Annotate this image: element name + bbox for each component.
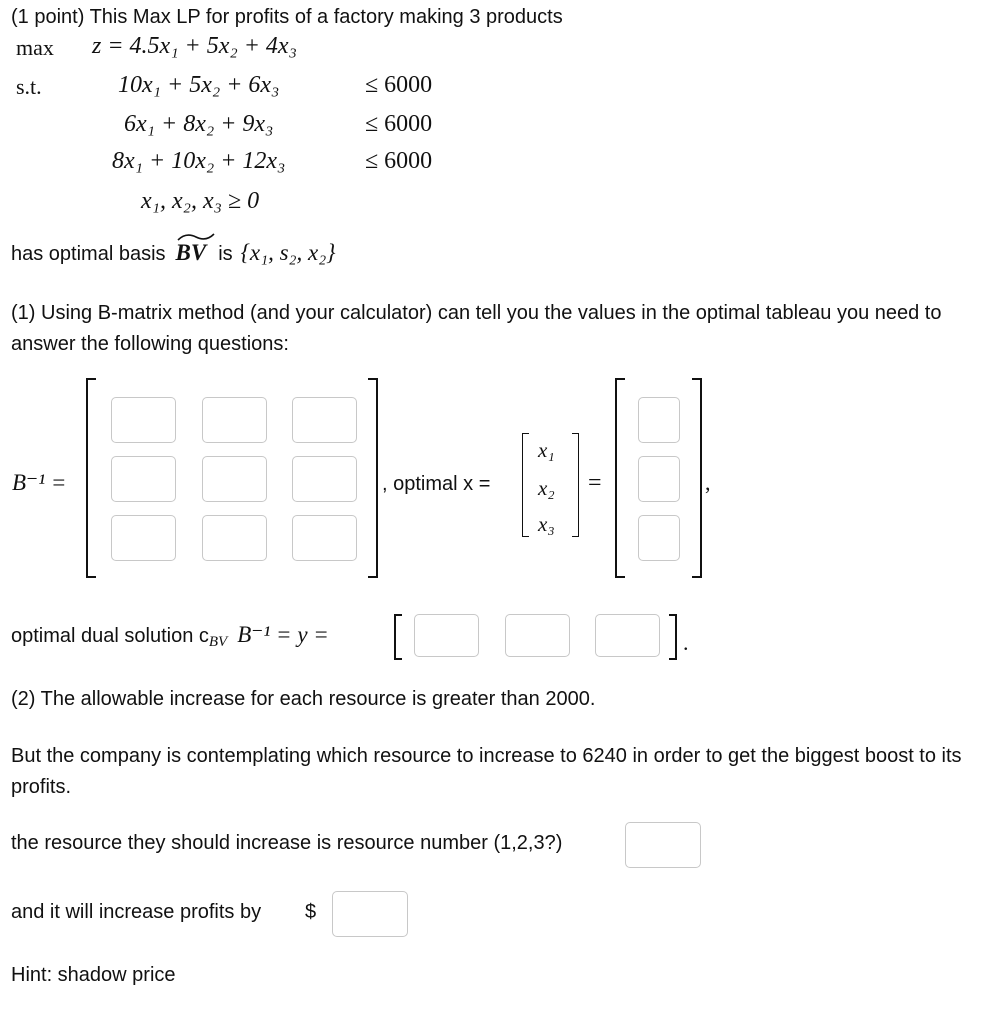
- objective-function: z = 4.5x₁ + 5x₂ + 4x₃: [92, 33, 297, 59]
- dual-y2-input[interactable]: [505, 614, 570, 657]
- dual-y3-input[interactable]: [595, 614, 660, 657]
- optimal-x3-input[interactable]: [638, 515, 680, 561]
- basis-set: {x₁, s₂, x₂}: [240, 240, 336, 265]
- part2-paragraph: But the company is contemplating which resource to increase to 6240 in order to get the biggest boost to its profits.: [11, 745, 962, 798]
- resource-number-input[interactable]: [625, 822, 701, 868]
- x-values-left-bracket: [615, 378, 625, 578]
- dual-label-subscript: BV: [208, 634, 228, 650]
- b-inverse-cell-1-3[interactable]: [292, 397, 357, 443]
- optimal-x-label-text: , optimal x =: [382, 473, 491, 495]
- dollar-sign: $: [305, 901, 317, 923]
- nonnegativity-constraint: x₁, x₂, x₃ ≥ 0: [141, 188, 260, 214]
- b-inverse-cell-1-1[interactable]: [111, 397, 176, 443]
- b-inverse-cell-3-1[interactable]: [111, 515, 176, 561]
- b-inverse-right-bracket: [368, 378, 378, 578]
- dual-label-rest: B⁻¹ = y =: [237, 622, 329, 647]
- dual-right-bracket: [669, 614, 677, 660]
- dual-left-bracket: [394, 614, 402, 660]
- optimal-x1-input[interactable]: [638, 397, 680, 443]
- constraint-1-lhs: 10x₁ + 5x₂ + 6x₃: [118, 72, 280, 98]
- b-inverse-cell-1-2[interactable]: [202, 397, 267, 443]
- x-values-right-bracket: [692, 378, 702, 578]
- basis-prefix: has optimal basis: [11, 243, 166, 265]
- dual-trailing-period: .: [683, 630, 689, 655]
- tilde-accent: [176, 232, 216, 242]
- subject-to-label: s.t.: [16, 74, 42, 99]
- b-inverse-cell-3-3[interactable]: [292, 515, 357, 561]
- b-inverse-left-bracket: [86, 378, 96, 578]
- hint-text: Hint: shadow price: [11, 964, 176, 986]
- b-inverse-label: B⁻¹ =: [12, 470, 67, 495]
- bv-symbol: [176, 240, 207, 266]
- dual-y1-input[interactable]: [414, 614, 479, 657]
- x-vector-x1: x₁: [538, 438, 555, 462]
- x-vector-left-bracket: [522, 433, 529, 537]
- x-vector-x3: x₃: [538, 512, 555, 536]
- basis-is: is: [218, 243, 233, 265]
- profit-increase-input[interactable]: [332, 891, 408, 937]
- profit-question: and it will increase profits by: [11, 901, 262, 923]
- max-label: max: [16, 35, 54, 60]
- part1-text: (1) Using B-matrix method (and your calculator) can tell you the values in the optimal tableau you need to answer the following questions:: [11, 302, 942, 355]
- x-vector-x2: x₂: [538, 476, 555, 500]
- constraint-3-rhs: ≤ 6000: [365, 148, 433, 174]
- x-vector-right-bracket: [572, 433, 579, 537]
- optimal-x2-input[interactable]: [638, 456, 680, 502]
- constraint-3-lhs: 8x₁ + 10x₂ + 12x₃: [112, 148, 286, 174]
- part2-line1: (2) The allowable increase for each resource is greater than 2000.: [11, 688, 596, 710]
- constraint-2-rhs: ≤ 6000: [365, 111, 433, 137]
- constraint-2-lhs: 6x₁ + 8x₂ + 9x₃: [124, 111, 274, 137]
- x-equals-sign: =: [588, 470, 602, 496]
- optimal-x-label: [382, 473, 490, 496]
- constraint-1-rhs: ≤ 6000: [365, 72, 433, 98]
- problem-intro: (1 point) This Max LP for profits of a factory making 3 products: [11, 6, 563, 28]
- dual-label-text: optimal dual solution c: [11, 625, 209, 647]
- optimal-basis-line: [11, 240, 335, 274]
- x-trailing-comma: ,: [705, 470, 711, 495]
- dual-solution-label: [11, 622, 329, 651]
- resource-question: the resource they should increase is resource number (1,2,3?): [11, 832, 563, 854]
- b-inverse-cell-2-1[interactable]: [111, 456, 176, 502]
- bv-text: BV: [175, 240, 207, 265]
- b-inverse-cell-2-3[interactable]: [292, 456, 357, 502]
- b-inverse-cell-3-2[interactable]: [202, 515, 267, 561]
- b-inverse-cell-2-2[interactable]: [202, 456, 267, 502]
